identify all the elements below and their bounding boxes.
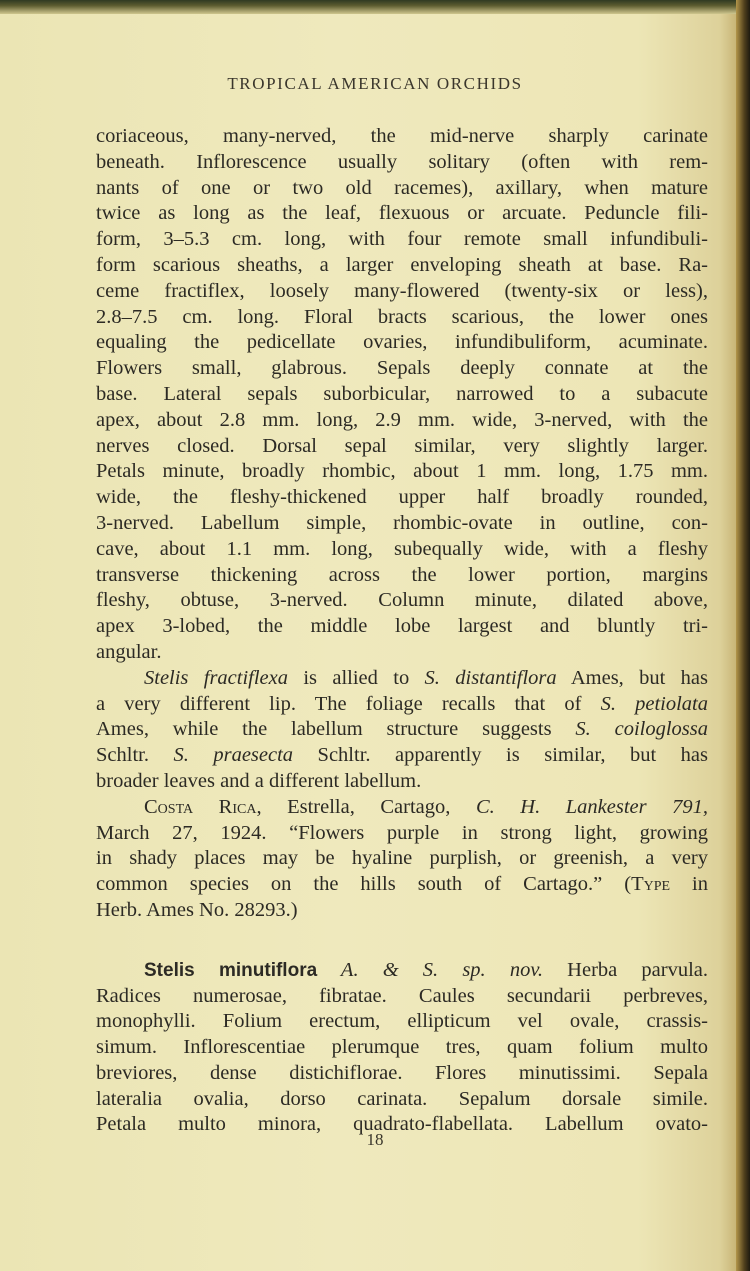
species-name: S. coiloglossa: [575, 718, 708, 741]
text-line: twice as long as the leaf, flexuous or arcuate. Peduncle fili-: [96, 202, 708, 225]
specimen-line: common species on the hills south of Cartago.” (Type in: [96, 873, 708, 896]
latin-description-line: Radices numerosae, fibratae. Caules secundarii perbreves,: [96, 984, 708, 1007]
collector: C. H. Lankester 791,: [475, 795, 708, 818]
text-line: ceme fractiflex, loosely many-flowered (twenty-six or less),: [96, 279, 708, 302]
species-name: S. distantiflora: [424, 666, 557, 689]
text-line: fleshy, obtuse, 3-nerved. Column minute, dilated above,: [96, 589, 708, 612]
text-line: cave, about 1.1 mm. long, subequally wide, with a fleshy: [96, 537, 708, 560]
section-gap: [96, 924, 708, 958]
text-line: beneath. Inflorescence usually solitary (often with rem-: [96, 150, 708, 173]
country-name: Costa Rica: [144, 795, 257, 818]
type-label: Type: [631, 873, 671, 896]
discussion-line: Schltr. S. praesecta Schltr. apparently is similar, but has: [96, 744, 708, 767]
text-line: form, 3–5.3 cm. long, with four remote small infundibuli-: [96, 228, 708, 251]
latin-description-line: monophylli. Folium erectum, ellipticum vel ovale, crassis-: [96, 1010, 708, 1033]
text-line: wide, the fleshy-thickened upper half broadly rounded,: [96, 486, 708, 509]
page-number: 18: [366, 1130, 384, 1149]
latin-description-line: breviores, dense distichiflorae. Flores minutissimi. Sepala: [96, 1061, 708, 1084]
author-citation: A. & S. sp. nov.: [317, 958, 544, 981]
running-head: TROPICAL AMERICAN ORCHIDS: [227, 74, 523, 93]
discussion-line: broader leaves and a different labellum.: [96, 769, 422, 792]
discussion-line: Stelis fractiflexa is allied to S. distantiflora Ames, but has: [144, 666, 709, 689]
text-line: transverse thickening across the lower portion, margins: [96, 563, 708, 586]
species-name: S. petiolata: [600, 692, 708, 715]
text-line: apex, about 2.8 mm. long, 2.9 mm. wide, 3-nerved, with the: [96, 408, 708, 431]
text-line: base. Lateral sepals suborbicular, narrowed to a subacute: [96, 382, 708, 405]
body-text: [96, 124, 708, 1138]
text-line: coriaceous, many-nerved, the mid-nerve sharply carinate: [96, 125, 708, 147]
specimen-line: Costa Rica, Estrella, Cartago, C. H. Lankester 791,: [144, 795, 708, 818]
new-species-name: Stelis minutiflora: [144, 959, 318, 981]
text-line: nants of one or two old racemes), axillary, when mature: [96, 176, 708, 199]
latin-description-line: simum. Inflorescentiae plerumque tres, quam folium multo: [96, 1036, 708, 1059]
specimen-line: March 27, 1924. “Flowers purple in strong light, growing: [96, 821, 708, 844]
specimen-line: in shady places may be hyaline purplish, or greenish, a very: [96, 847, 708, 870]
page-top-edge: [0, 0, 750, 14]
discussion-line: Ames, while the labellum structure suggests S. coiloglossa: [96, 718, 708, 741]
text-line: Flowers small, glabrous. Sepals deeply connate at the: [96, 357, 708, 380]
text-line: Petals minute, broadly rhombic, about 1 mm. long, 1.75 mm.: [96, 460, 708, 483]
text-line: angular.: [96, 640, 162, 663]
text-line: nerves closed. Dorsal sepal similar, very slightly larger.: [96, 434, 708, 457]
text-line: form scarious sheaths, a larger enveloping sheath at base. Ra-: [96, 253, 708, 276]
latin-description-line: lateralia ovalia, dorso carinata. Sepalum dorsale simile.: [96, 1087, 708, 1110]
discussion-line: a very different lip. The foliage recalls that of S. petiolata: [96, 692, 708, 715]
latin-description-line: Petala multo minora, quadrato-flabellata. Labellum ovato-: [96, 1113, 708, 1136]
species-name: Stelis fractiflexa: [144, 666, 289, 689]
page-spine-edge: [736, 0, 750, 1271]
text-line: apex 3-lobed, the middle lobe largest and bluntly tri-: [96, 615, 708, 638]
species-name: S. praesecta: [173, 744, 294, 767]
new-species-heading-line: Stelis minutiflora A. & S. sp. nov. Herba parvula.: [144, 958, 708, 981]
specimen-line: Herb. Ames No. 28293.): [96, 898, 298, 921]
text-line: 2.8–7.5 cm. long. Floral bracts scarious, the lower ones: [96, 305, 708, 328]
text-line: 3-nerved. Labellum simple, rhombic-ovate in outline, con-: [96, 511, 708, 534]
text-line: equaling the pedicellate ovaries, infundibuliform, acuminate.: [96, 331, 708, 354]
